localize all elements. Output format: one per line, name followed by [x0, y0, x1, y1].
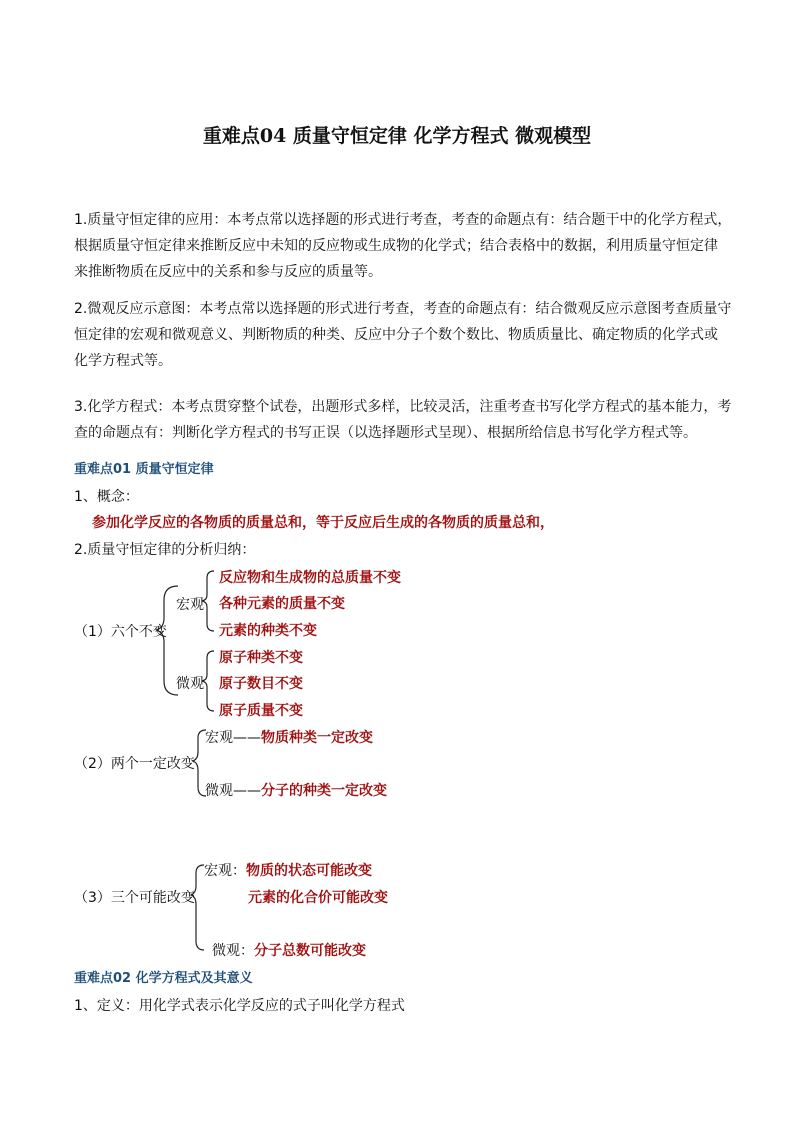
six-micro-item: 原子种类不变	[219, 650, 303, 666]
section-heading-mass-conservation: 重难点01 质量守恒定律	[74, 462, 214, 477]
concept-label: 1、概念：	[74, 489, 139, 505]
two-change-label: （2）两个一定改变	[74, 756, 195, 772]
two-macro-line	[205, 727, 373, 747]
two-macro-prefix: 宏观——	[205, 730, 261, 746]
two-micro-prefix: 微观——	[205, 783, 261, 799]
intro-line: 2.微观反应示意图：本考点常以选择题的形式进行考查，考查的命题点有：结合微观反应示意图考查质量守	[74, 301, 732, 317]
analysis-label: 2.质量守恒定律的分析归纳：	[74, 542, 256, 558]
six-micro-label: 微观	[176, 676, 204, 692]
two-micro-text: 分子的种类一定改变	[261, 783, 387, 799]
six-unchanged-label: （1）六个不变	[74, 624, 167, 640]
three-macro-item: 物质的状态可能改变	[246, 863, 372, 879]
three-micro-text: 分子总数可能改变	[254, 943, 366, 959]
intro-line: 根据质量守恒定律来推断反应中未知的反应物或生成物的化学式；结合表格中的数据，利用质量守恒定律	[74, 238, 718, 254]
intro-line: 3.化学方程式：本考点贯穿整个试卷，出题形式多样，比较灵活，注重考查书写化学方程式的基本能力，考	[74, 399, 732, 415]
six-macro-label: 宏观	[176, 597, 204, 613]
three-macro-line	[204, 860, 372, 880]
definition-text: 1、定义：用化学式表示化学反应的式子叫化学方程式	[74, 998, 405, 1014]
brace-three	[191, 865, 204, 950]
six-micro-item: 原子质量不变	[219, 703, 303, 719]
intro-line: 查的命题点有：判断化学方程式的书写正误（以选择题形式呈现）、根据所给信息书写化学方程式等。	[74, 425, 697, 441]
concept-text: 参加化学反应的各物质的质量总和，等于反应后生成的各物质的质量总和，	[92, 515, 554, 531]
three-micro-prefix: 微观：	[212, 943, 254, 959]
intro-line: 化学方程式等。	[74, 353, 172, 369]
section-heading-chemical-equation: 重难点02 化学方程式及其意义	[74, 971, 253, 986]
two-micro-line	[205, 780, 387, 800]
intro-line: 1.质量守恒定律的应用：本考点常以选择题的形式进行考查，考查的命题点有：结合题干中的化学方程式，	[74, 212, 732, 228]
six-macro-item: 元素的种类不变	[219, 623, 317, 639]
three-macro-item: 元素的化合价可能改变	[248, 890, 388, 906]
six-micro-item: 原子数目不变	[219, 676, 303, 692]
three-micro-line	[212, 940, 366, 960]
six-macro-item: 反应物和生成物的总质量不变	[219, 570, 401, 586]
intro-line: 来推断物质在反应中的关系和参与反应的质量等。	[74, 264, 382, 280]
three-macro-prefix: 宏观：	[204, 863, 246, 879]
three-change-label: （3）三个可能改变	[74, 890, 195, 906]
two-macro-text: 物质种类一定改变	[261, 730, 373, 746]
page-title: 重难点04 质量守恒定律 化学方程式 微观模型	[202, 125, 592, 147]
six-macro-item: 各种元素的质量不变	[219, 596, 345, 612]
intro-line: 恒定律的宏观和微观意义、判断物质的种类、反应中分子个数个数比、物质质量比、确定物质的化学式或	[74, 327, 718, 343]
